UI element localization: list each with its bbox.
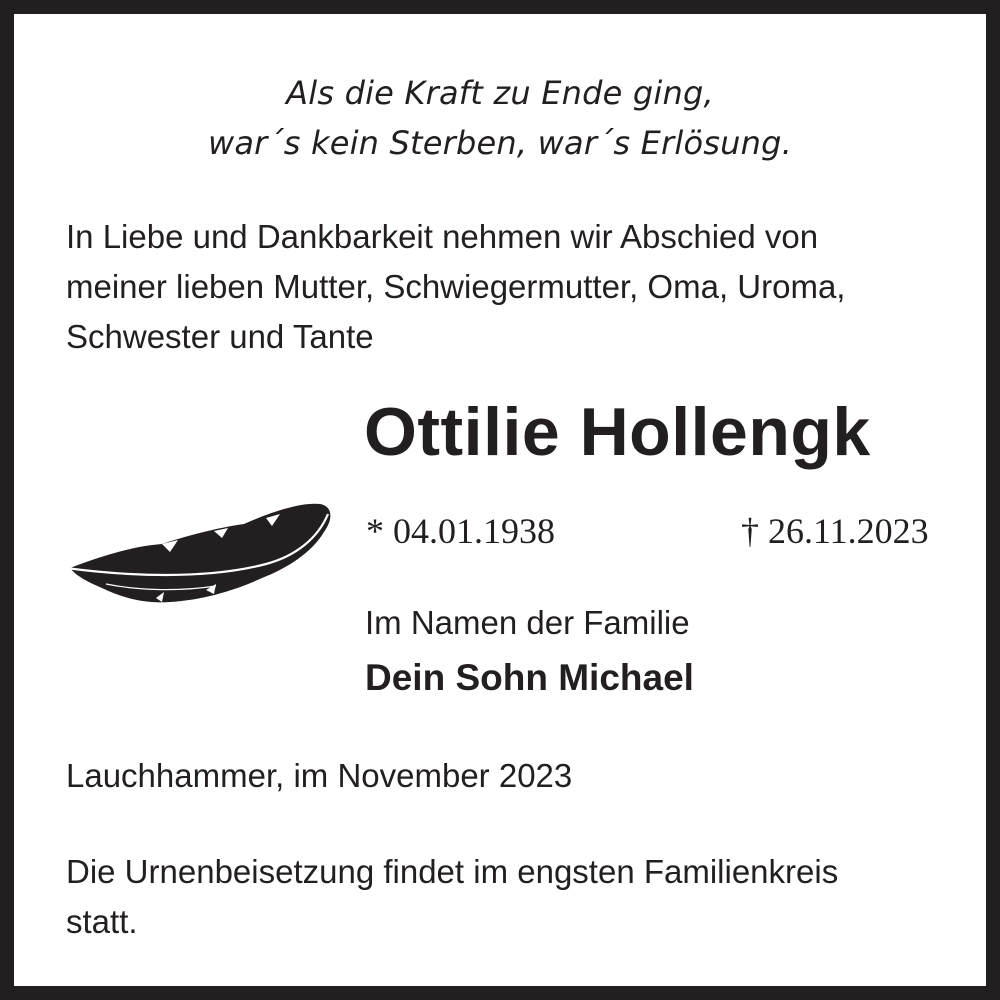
farewell-line-1: In Liebe und Dankbarkeit nehmen wir Abschied von <box>66 218 819 255</box>
poem-line-2: war´s kein Sterben, war´s Erlösung. <box>207 124 792 162</box>
farewell-text <box>66 212 845 362</box>
poem-line-1: Als die Kraft zu Ende ging, <box>286 74 714 112</box>
farewell-line-3: Schwester und Tante <box>66 318 374 355</box>
burial-line-2: statt. <box>66 903 138 940</box>
feather-icon <box>66 498 334 606</box>
deceased-name: Ottilie Hollengk <box>364 394 871 470</box>
death-date: † 26.11.2023 <box>741 511 929 551</box>
signoff-intro: Im Namen der Familie <box>365 604 690 641</box>
place-date: Lauchhammer, im November 2023 <box>66 757 573 794</box>
burial-notice <box>66 847 838 947</box>
birth-date: * 04.01.1938 <box>366 511 555 551</box>
signoff-name: Dein Sohn Michael <box>365 657 694 698</box>
poem-verse <box>14 68 986 168</box>
farewell-line-2: meiner lieben Mutter, Schwiegermutter, Oma, Uroma, <box>66 268 846 305</box>
burial-line-1: Die Urnenbeisetzung findet im engsten Familienkreis <box>66 853 839 890</box>
